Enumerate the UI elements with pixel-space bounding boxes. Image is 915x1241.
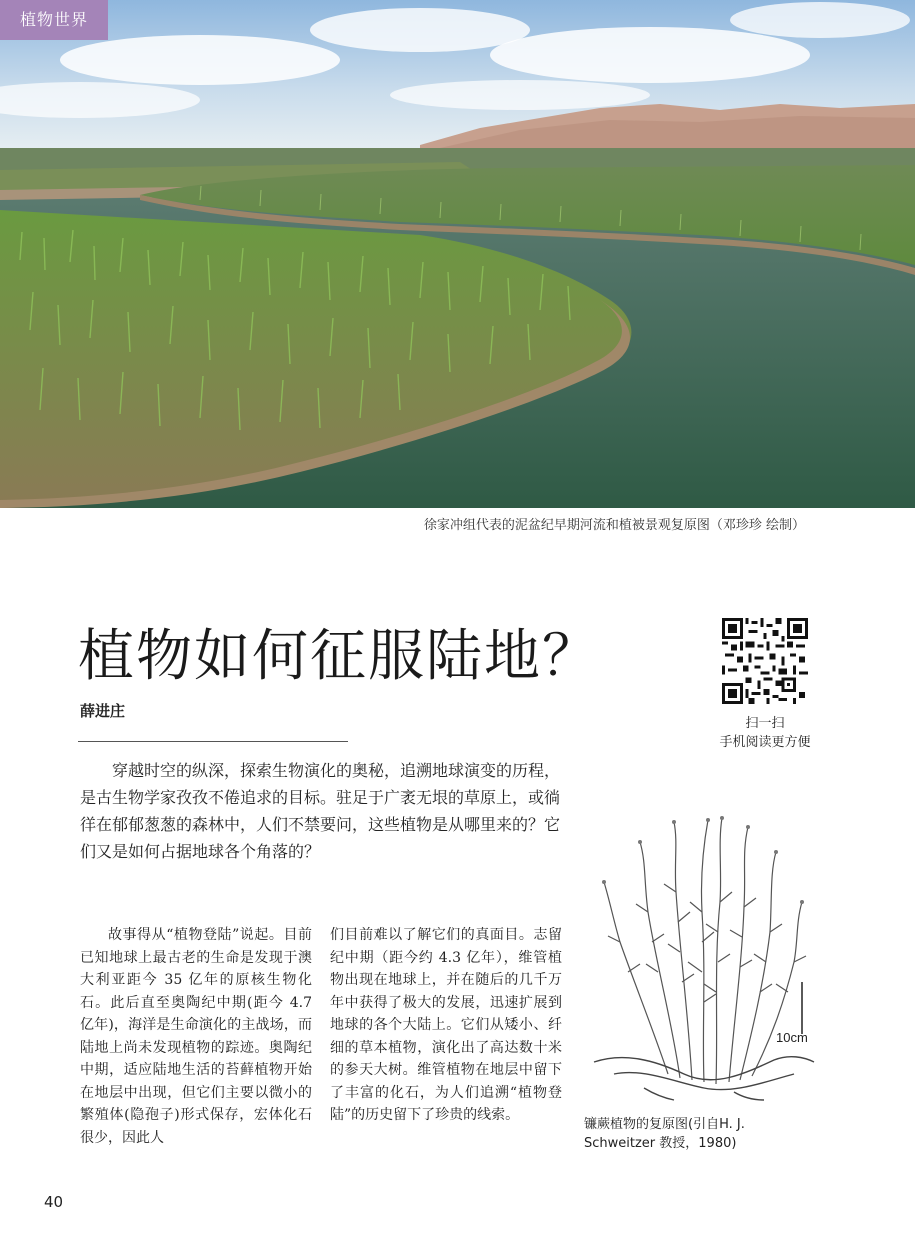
devonian-landscape-image — [0, 0, 915, 508]
illustration-caption-line2: Schweitzer 教授，1980) — [584, 1136, 737, 1151]
hero-caption: 徐家冲组代表的泥盆纪早期河流和植被景观复原图（邓珍珍 绘制） — [423, 518, 805, 533]
qr-caption-scan: 扫一扫 — [745, 716, 785, 731]
scale-label: 10cm — [776, 1030, 808, 1045]
page-number: 40 — [44, 1193, 64, 1211]
plant-illustration — [584, 812, 816, 1102]
qr-caption-read: 手机阅读更方便 — [719, 735, 811, 750]
illustration-caption-line1: 镰蕨植物的复原图(引自H. J. — [584, 1117, 745, 1132]
body-column-1: 故事得从“植物登陆”说起。目前已知地球上最古老的生命是发现于澳大利亚距今 35 亿年的原核生物化石。此后直至奥陶纪中期(距今 4.7 亿年)，海洋是生命演化的主战场，而陆地上尚未发现植物的踪迹。奥陶纪中期，适应陆地生活的苔藓植物开始在地层中出现，但它们主要以微小的繁殖体(隐孢子)形式保存，宏体化石很少，因此人 — [80, 927, 312, 1146]
section-tag: 植物世界 — [0, 0, 108, 40]
article-title: 植物如何征服陆地？ — [78, 624, 600, 689]
article-intro: 穿越时空的纵深，探索生物演化的奥秘，追溯地球演变的历程，是古生物学家孜孜不倦追求的目标。驻足于广袤无垠的草原上，或徜徉在郁郁葱葱的森林中，人们不禁要问，这些植物是从哪里来的？它们又是如何占据地球各个角落的？ — [80, 761, 561, 861]
body-column-2: 们目前难以了解它们的真面目。志留纪中期（距今约 4.3 亿年），维管植物出现在地球上，并在随后的几千万年中获得了极大的发展，迅速扩展到地球的各个大陆上。它们从矮小、纤细的草本植物，演化出了高达数十米的参天大树。维管植物在地层中留下了丰富的化石，为人们追溯“植物登陆”的历史留下了珍贵的线索。 — [330, 927, 562, 1123]
title-divider — [78, 741, 348, 742]
hero-illustration — [0, 0, 915, 508]
article-author: 薛进庄 — [80, 702, 126, 720]
qr-code[interactable] — [722, 618, 808, 704]
